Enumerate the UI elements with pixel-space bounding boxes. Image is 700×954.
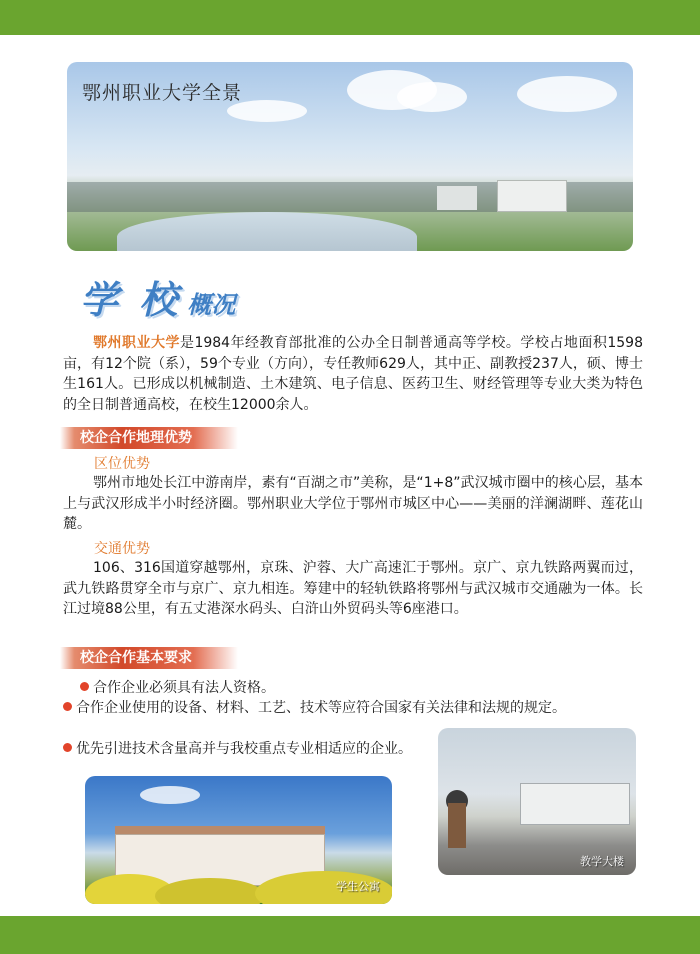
location-paragraph: 鄂州市地处长江中游南岸，素有“百湖之市”美称，是“1+8”武汉城市圈中的核心层，基本上与武汉形成半小时经济圈。鄂州职业大学位于鄂州市城区中心——美丽的洋澜湖畔、莲花山麓。	[63, 475, 643, 532]
school-name: 鄂州职业大学	[93, 335, 180, 351]
bullet-dot-icon	[63, 743, 72, 752]
bottom-green-bar	[0, 916, 700, 954]
section-title	[80, 268, 235, 324]
traffic-subheading: 交通优势	[94, 541, 150, 557]
requirement-item: 优先引进技术含量高并与我校重点专业相适应的企业。	[63, 739, 433, 760]
teaching-building-photo	[438, 728, 636, 875]
section-title-main: 学 校	[80, 277, 182, 322]
requirements-ribbon: 校企合作基本要求	[60, 647, 238, 669]
teaching-building-caption: 教学大楼	[580, 855, 624, 868]
school-intro-paragraph	[63, 333, 643, 415]
bullet-dot-icon	[63, 702, 72, 711]
traffic-paragraph: 106、316国道穿越鄂州，京珠、沪蓉、大广高速汇于鄂州。京广、京九铁路两翼而过，武九铁路贯穿全市与京广、京九相连。筹建中的轻轨铁路将鄂州与武汉城市交通融为一体。长江过境88公里，有五丈港深水码头、白浒山外贸码头等6座港口。	[63, 560, 643, 617]
dormitory-caption: 学生公寓	[336, 880, 380, 893]
requirement-item: 合作企业必须具有法人资格。	[63, 678, 643, 699]
student-dormitory-photo	[85, 776, 392, 904]
location-advantage-ribbon: 校企合作地理优势	[60, 427, 238, 449]
panorama-title: 鄂州职业大学全景	[82, 82, 243, 104]
requirement-item: 合作企业使用的设备、材料、工艺、技术等应符合国家有关法律和法规的规定。	[63, 698, 643, 719]
school-intro-text: 是1984年经教育部批准的公办全日制普通高等学校。学校占地面积1598亩，有12个院（系），59个专业（方向），专任教师629人，其中正、副教授237人，硕、博士生161人。已形成以机械制造、土木建筑、电子信息、医药卫生、财经管理等专业大类为特色的全日制普通高校，在校生12000余人。	[63, 335, 643, 413]
location-subheading: 区位优势	[94, 456, 150, 472]
section-title-sub: 概况	[187, 290, 236, 319]
top-green-bar	[0, 0, 700, 35]
bullet-dot-icon	[80, 682, 89, 691]
